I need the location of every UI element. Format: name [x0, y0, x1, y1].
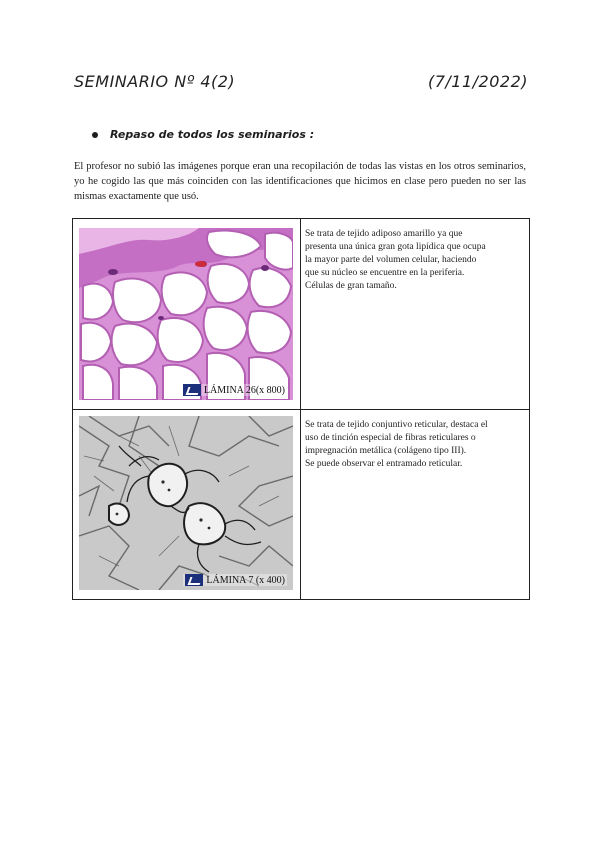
description-line: impregnación metálica (colágeno tipo III).	[305, 446, 467, 456]
table-row	[73, 410, 530, 600]
section-heading-text: Repaso de todos los seminarios :	[110, 128, 315, 141]
table-row	[73, 219, 530, 410]
intro-paragraph: El profesor no subió las imágenes porque eran una recopilación de todas las vistas en los otros seminarios, yo he cogido las que más coinciden con las identificaciones que hicimos en clase pero pueden no ser las mismas exactamente que usó.	[74, 161, 526, 202]
description-line: Se trata de tejido conjuntivo reticular, destaca el	[305, 420, 488, 430]
image-cell	[73, 410, 301, 600]
seminar-date: (7/11/2022)	[427, 72, 528, 91]
caption-text: LÁMINA 26(x 800)	[203, 384, 285, 396]
atlas-logo-icon	[183, 384, 201, 396]
reticular-tissue-micrograph	[79, 416, 293, 590]
description-line: presenta una única gran gota lipídica que ocupa	[305, 242, 486, 252]
description-cell	[301, 410, 530, 600]
image-cell	[73, 219, 301, 410]
caption-text: LÁMINA 7 (x 400)	[206, 574, 285, 586]
section-heading	[92, 128, 314, 141]
atlas-logo-icon	[185, 574, 203, 586]
description-text	[305, 228, 525, 293]
description-line: Células de gran tamaño.	[305, 281, 397, 291]
description-line: Se puede observar el entramado reticular.	[305, 459, 463, 469]
description-line: que su núcleo se encuentre en la periferia.	[305, 268, 465, 278]
micrograph-caption	[183, 574, 287, 586]
bullet-icon	[92, 132, 98, 138]
description-line: uso de tinción especial de fibras reticulares o	[305, 433, 476, 443]
description-text	[305, 419, 525, 471]
review-table	[72, 218, 530, 600]
adipose-tissue-micrograph	[79, 228, 293, 400]
seminar-title: SEMINARIO Nº 4(2)	[74, 72, 236, 91]
description-line: Se trata de tejido adiposo amarillo ya que	[305, 229, 463, 239]
description-line: la mayor parte del volumen celular, haciendo	[305, 255, 477, 265]
micrograph-caption	[181, 384, 287, 396]
description-cell	[301, 219, 530, 410]
